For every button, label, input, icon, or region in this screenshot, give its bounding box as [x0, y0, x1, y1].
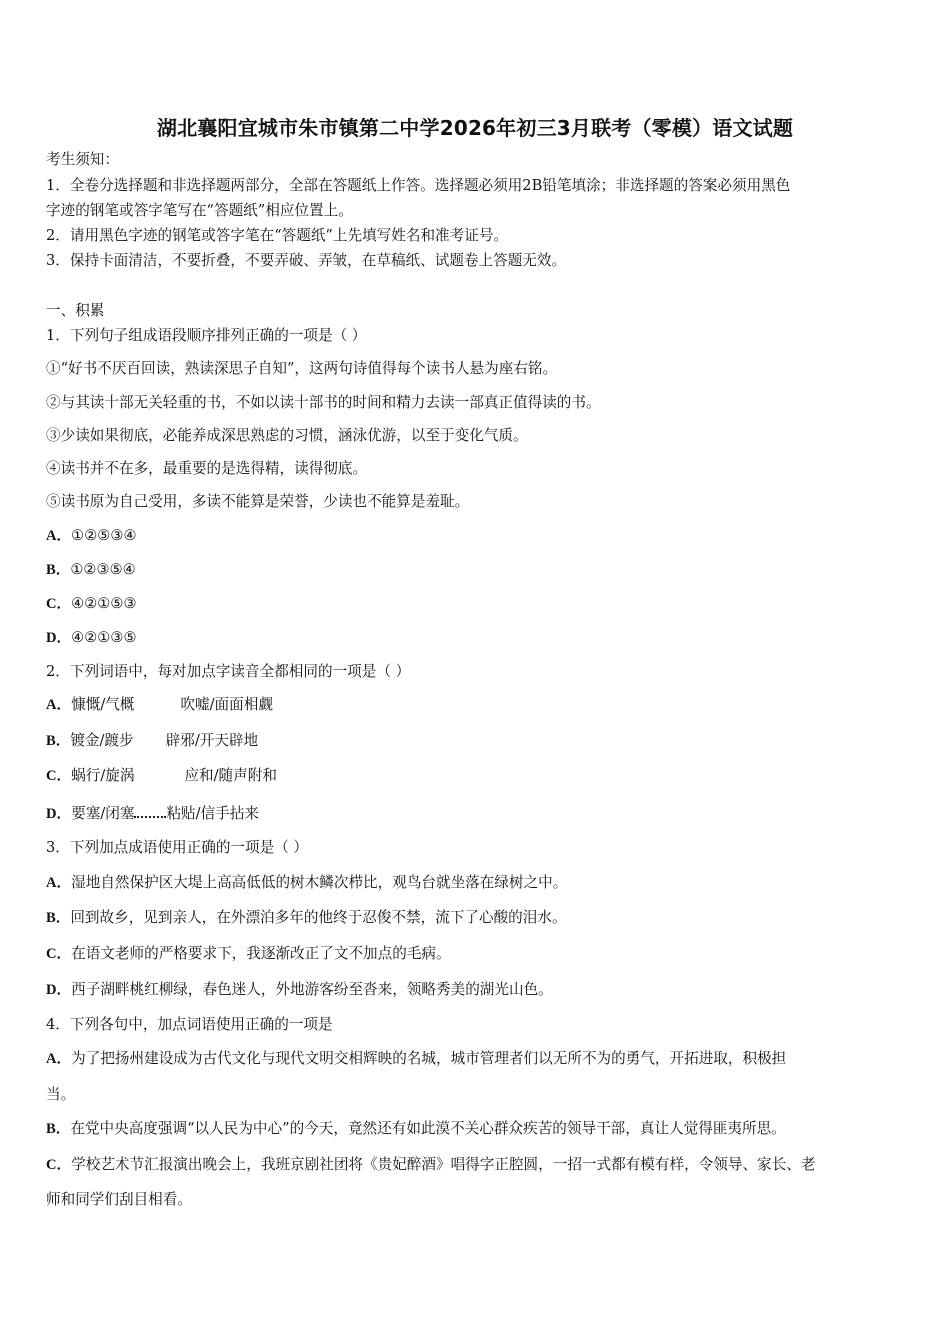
option-letter: C．	[46, 768, 72, 784]
option-text: 在党中央高度强调“以人民为中心”的今天，竟然还有如此	[70, 1120, 436, 1137]
option-letter: D．	[46, 806, 72, 822]
q1-stem: 1．下列句子组成语段顺序排列正确的一项是（ ）	[46, 327, 367, 344]
q4-option-a[interactable]	[46, 1049, 786, 1069]
dotted-idiom: 无所不为	[552, 1050, 612, 1067]
option-text: 湿地自然保护区大堤上高高低低的树木	[71, 874, 320, 891]
q1-sentence-1: ①“好书不厌百回读，熟读深思子自知”，这两句诗值得每个读书人悬为座右铭。	[46, 360, 558, 377]
q1-sentence-3: ③少读如果彻底，必能养成深思熟虑的习惯，涵泳优游，以至于变化气质。	[46, 427, 528, 444]
option-letter: B．	[46, 562, 71, 578]
option-text: 蜗行/旋涡	[71, 767, 135, 784]
notice-item-1: 1．全卷分选择题和非选择题两部分，全部在答题纸上作答。选择题必须用2B铅笔填涂；非选择题的答案必须用黑色	[46, 177, 791, 194]
notice-item-3: 3．保持卡面清洁，不要折叠，不要弄破、弄皱，在草稿纸、试题卷上答题无效。	[46, 252, 567, 269]
option-text: ，领略秀美的湖光山色。	[392, 981, 553, 998]
option-text: 西子湖畔桃红柳绿，春色迷人，外地游客	[71, 981, 334, 998]
option-letter: B．	[46, 910, 71, 926]
section-heading: 一、积累	[46, 302, 105, 319]
q1-sentence-4: ④读书并不在多，最重要的是选得精，读得彻底。	[46, 460, 368, 477]
dotted-idiom: 纷至沓来	[333, 981, 393, 998]
option-text: 的毛病。	[392, 945, 451, 962]
option-text: ①②⑤③④	[71, 527, 137, 544]
option-letter: C．	[46, 946, 72, 962]
option-letter: D．	[46, 982, 72, 998]
notice-heading: 考生须知：	[46, 151, 119, 168]
option-letter: A．	[46, 1051, 72, 1067]
option-text: 回到故乡，见到亲人，在外漂泊多年的他终于	[70, 909, 363, 926]
option-text: ④②①⑤③	[71, 595, 137, 612]
q2-option-c[interactable]	[46, 766, 277, 786]
q1-option-a[interactable]	[46, 526, 137, 546]
page-title: 湖北襄阳宜城市朱市镇第二中学2026年初三3月联考（零模）语文试题	[156, 116, 794, 140]
option-letter: C．	[46, 1157, 72, 1173]
option-letter: D．	[46, 630, 72, 646]
q3-option-a[interactable]	[46, 873, 567, 893]
q2-option-a[interactable]	[46, 695, 273, 715]
q4-stem: 4．下列各句中，加点词语使用正确的一项是	[46, 1016, 333, 1033]
q2-option-b[interactable]	[46, 731, 258, 751]
option-text: 辟邪/开天辟地	[165, 732, 259, 749]
option-text: ④②①③⑤	[71, 629, 137, 646]
q3-option-d[interactable]	[46, 980, 553, 1000]
q1-option-c[interactable]	[46, 594, 137, 614]
option-text: ，流下了心酸的泪水。	[420, 909, 567, 926]
dotted-idiom: 漠不关心	[435, 1120, 494, 1137]
q2-stem: 2．下列词语中，每对加点字读音全都相同的一项是（ ）	[46, 663, 411, 680]
option-letter: A．	[46, 528, 72, 544]
option-text: 为了把扬州建设成为古代文化与现代文明交相辉映的名城，城市管理者们以	[71, 1050, 553, 1067]
option-text: ，观鸟台就坐落在绿树之中。	[377, 874, 568, 891]
option-text: 吹嘘/面面相觑	[180, 696, 273, 713]
option-text: 学校艺术节汇报演出晚会上，我班京剧社团将《贵妃醉酒》唱得字正腔圆，一招一式都有模有样，令领导、家长、老	[71, 1156, 816, 1173]
q2-option-d[interactable]	[46, 802, 259, 824]
dotted-idiom: 忍俊不禁	[362, 909, 421, 926]
q3-stem: 3．下列加点成语使用正确的一项是（ ）	[46, 839, 309, 856]
q1-sentence-2: ②与其读十部无关轻重的书，不如以读十部书的时间和精力去读一部真正值得读的书。	[46, 394, 601, 411]
option-letter: A．	[46, 875, 72, 891]
option-text: 的勇气，开拓进取，积极担	[611, 1050, 787, 1067]
notice-item-1-cont: 字迹的钢笔或答字笔写在“答题纸”相应位置上。	[46, 202, 353, 219]
q1-sentence-5: ⑤读书原为自己受用，多读不能算是荣誉，少读也不能算是羞耻。	[46, 493, 470, 510]
q1-option-d[interactable]	[46, 628, 137, 648]
option-letter: B．	[46, 733, 71, 749]
option-text: 粘贴/信手拈来	[166, 805, 259, 822]
dotted-idiom: 文不加点	[333, 945, 393, 962]
option-text: 要塞/闭塞	[71, 805, 135, 822]
q4-option-b[interactable]	[46, 1119, 786, 1139]
notice-item-2: 2．请用黑色字迹的钢笔或答字笔在“答题纸”上先填写姓名和准考证号。	[46, 227, 509, 244]
q1-option-b[interactable]	[46, 560, 136, 580]
q4-option-a-cont: 当。	[46, 1086, 76, 1103]
option-letter: B．	[46, 1121, 71, 1137]
option-letter: C．	[46, 596, 72, 612]
option-text: 应和/随声附和	[184, 767, 277, 784]
option-text: ①②③⑤④	[70, 561, 136, 578]
q4-option-c-cont: 师和同学们刮目相看。	[46, 1191, 192, 1208]
q3-option-b[interactable]	[46, 908, 567, 928]
option-text: 镀金/踱步	[70, 732, 134, 749]
option-text: 慷慨/气概	[71, 696, 135, 713]
option-text: 在语文老师的严格要求下，我逐渐改正了	[71, 945, 334, 962]
option-text: 群众疾苦的领导干部，真让人觉得匪夷所思。	[493, 1120, 786, 1137]
q4-option-c[interactable]	[46, 1155, 815, 1175]
q3-option-c[interactable]	[46, 944, 451, 964]
option-letter: A．	[46, 697, 72, 713]
dotted-idiom: 鳞次栉比	[319, 874, 378, 891]
